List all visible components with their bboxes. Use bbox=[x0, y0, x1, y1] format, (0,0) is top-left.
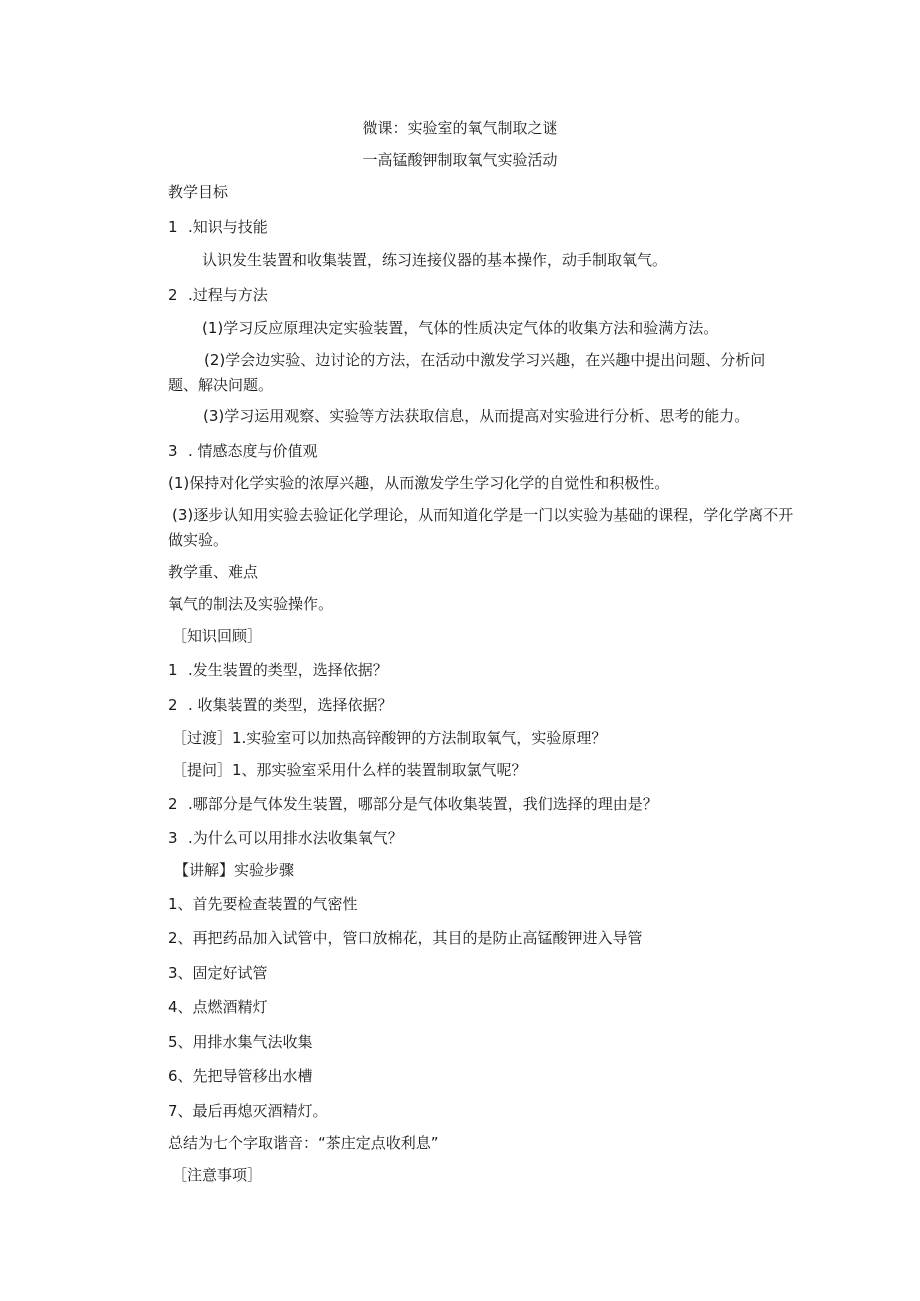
step-item: 3、固定好试管 bbox=[168, 964, 268, 982]
review-question-1-text: .发生装置的类型，选择依据？ bbox=[188, 661, 388, 679]
review-question-2-text: . 收集装置的类型，选择依据？ bbox=[188, 696, 393, 714]
review-question-2 bbox=[168, 695, 393, 715]
goal-section-1-text: 认识发生装置和收集装置，练习连接仪器的基本操作，动手制取氧气。 bbox=[202, 251, 668, 269]
title-line-2: 一高锰酸钾制取氧气实验活动 bbox=[362, 151, 558, 169]
step-item: 1、首先要检查装置的气密性 bbox=[168, 895, 358, 913]
goal-section-2-number: 2 bbox=[168, 286, 178, 304]
review-question-4 bbox=[168, 828, 403, 848]
step-item: 4、点燃酒精灯 bbox=[168, 998, 268, 1016]
review-question-1 bbox=[168, 660, 388, 680]
step-item: 6、先把导管移出水槽 bbox=[168, 1067, 313, 1085]
key-points-heading: 教学重、难点 bbox=[168, 563, 259, 581]
goal-section-1-title: .知识与技能 bbox=[188, 218, 268, 236]
review-question-1-number: 1 bbox=[168, 661, 178, 679]
review-transition: ［过渡］1.实验室可以加热高锌酸钾的方法制取氧气，实验原理？ bbox=[172, 729, 607, 747]
review-question-4-number: 3 bbox=[168, 829, 178, 847]
review-question-2-number: 2 bbox=[168, 696, 178, 714]
goal-section-3-item-3-line-1: (3)逐步认知用实验去验证化学理论，从而知道化学是一门以实验为基础的课程，学化学离不开 bbox=[172, 506, 794, 524]
step-item: 5、用排水集气法收集 bbox=[168, 1033, 313, 1051]
key-points-text: 氧气的制法及实验操作。 bbox=[168, 595, 334, 613]
goal-section-2 bbox=[168, 285, 268, 305]
goal-section-3-title: . 情感态度与价值观 bbox=[188, 442, 318, 460]
review-question-3-text: .哪部分是气体发生装置，哪部分是气体收集装置，我们选择的理由是？ bbox=[188, 795, 658, 813]
goal-section-2-item-3: (3)学习运用观察、实验等方法获取信息，从而提高对实验进行分析、思考的能力。 bbox=[203, 407, 750, 425]
notes-heading: ［注意事项］ bbox=[172, 1166, 263, 1184]
goal-section-3-number: 3 bbox=[168, 442, 178, 460]
goal-section-2-title: .过程与方法 bbox=[188, 286, 268, 304]
goals-heading: 教学目标 bbox=[168, 183, 229, 201]
goal-section-2-item-2-line-1: (2)学会边实验、边讨论的方法，在活动中激发学习兴趣，在兴趣中提出问题、分析问 bbox=[204, 351, 766, 369]
steps-heading: 【讲解】实验步骤 bbox=[174, 861, 295, 879]
goal-section-1 bbox=[168, 217, 268, 237]
step-item: 7、最后再熄灭酒精灯。 bbox=[168, 1102, 328, 1120]
review-ask: ［提问］1、那实验室采用什么样的装置制取氯气呢？ bbox=[172, 761, 527, 779]
goal-section-3 bbox=[168, 441, 318, 461]
goal-section-1-number: 1 bbox=[168, 218, 178, 236]
review-question-3 bbox=[168, 794, 658, 814]
steps-summary: 总结为七个字取谐音：“茶庄定点收利息” bbox=[168, 1134, 439, 1152]
review-question-3-number: 2 bbox=[168, 795, 178, 813]
goal-section-2-item-1: (1)学习反应原理决定实验装置，气体的性质决定气体的收集方法和验满方法。 bbox=[202, 319, 719, 337]
review-question-4-text: .为什么可以用排水法收集氧气？ bbox=[188, 829, 403, 847]
review-heading: ［知识回顾］ bbox=[172, 627, 263, 645]
title-line-1: 微课：实验室的氧气制取之谜 bbox=[362, 119, 558, 137]
goal-section-3-item-3-line-2: 做实验。 bbox=[168, 531, 229, 549]
goal-section-3-item-1: (1)保持对化学实验的浓厚兴趣，从而激发学生学习化学的自觉性和积极性。 bbox=[168, 474, 670, 492]
step-item: 2、再把药品加入试管中，管口放棉花，其目的是防止高锰酸钾进入导管 bbox=[168, 929, 643, 947]
goal-section-2-item-2-line-2: 题、解决问题。 bbox=[168, 376, 274, 394]
